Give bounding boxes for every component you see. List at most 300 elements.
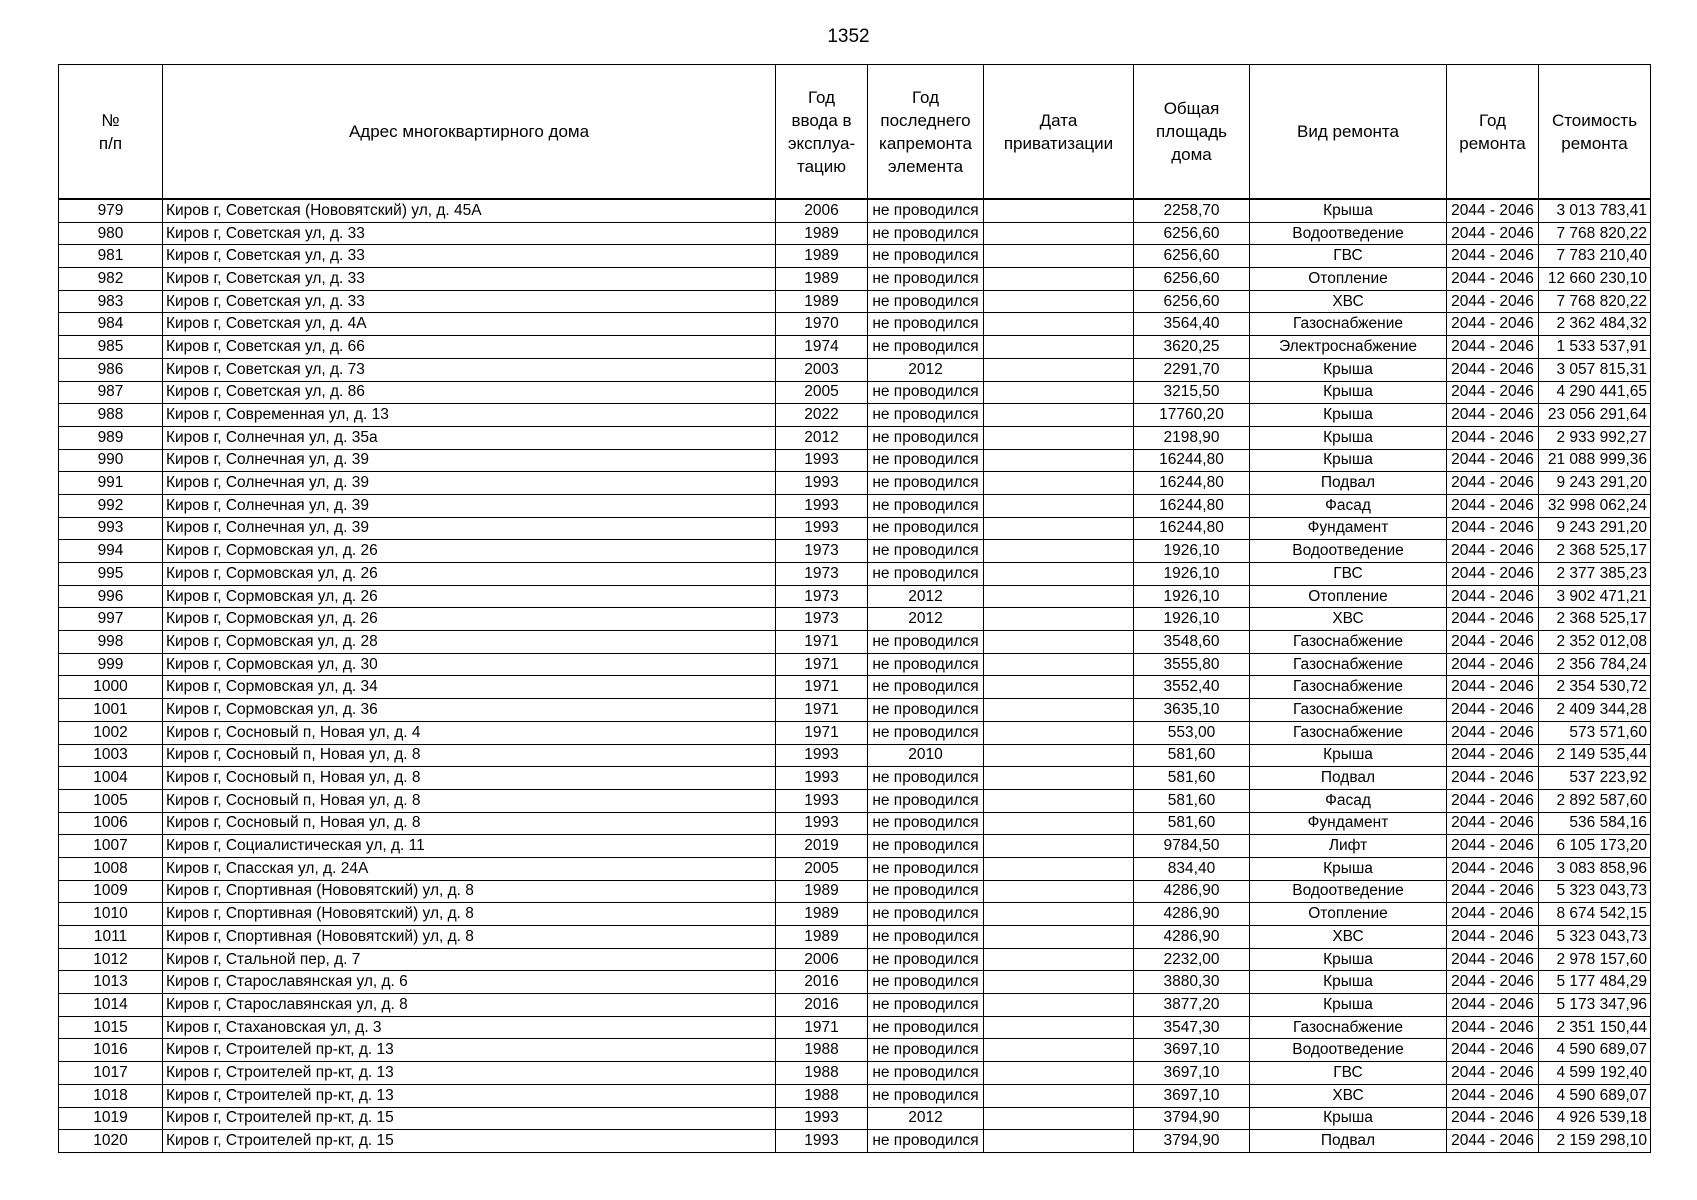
cell-address: Киров г, Старославянская ул, д. 8 xyxy=(163,994,776,1017)
table-row xyxy=(59,336,1651,359)
header-line: ввода в xyxy=(791,110,852,130)
cell-repair-year: 2044 - 2046 xyxy=(1447,676,1539,699)
cell-address: Киров г, Солнечная ул, д. 39 xyxy=(163,517,776,540)
cell-repair-type: Крыша xyxy=(1250,857,1447,880)
cell-num: 999 xyxy=(59,653,163,676)
cell-repair-type: ХВС xyxy=(1250,608,1447,631)
cell-area: 3548,60 xyxy=(1134,631,1250,654)
cell-cost: 2 159 298,10 xyxy=(1539,1130,1651,1153)
cell-privatization xyxy=(984,404,1134,427)
cell-last-repair: не проводился xyxy=(868,222,984,245)
header-year-built xyxy=(776,65,868,200)
cell-repair-year: 2044 - 2046 xyxy=(1447,222,1539,245)
cell-address: Киров г, Спасская ул, д. 24А xyxy=(163,857,776,880)
cell-repair-year: 2044 - 2046 xyxy=(1447,540,1539,563)
cell-repair-type: Крыша xyxy=(1250,971,1447,994)
table-row xyxy=(59,268,1651,291)
cell-repair-year: 2044 - 2046 xyxy=(1447,926,1539,949)
cell-repair-type: ГВС xyxy=(1250,245,1447,268)
cell-address: Киров г, Стальной пер, д. 7 xyxy=(163,948,776,971)
cell-repair-year: 2044 - 2046 xyxy=(1447,948,1539,971)
cell-last-repair: 2012 xyxy=(868,585,984,608)
header-line: Год xyxy=(807,87,836,107)
cell-last-repair: не проводился xyxy=(868,1016,984,1039)
cell-num: 1015 xyxy=(59,1016,163,1039)
table-row xyxy=(59,1016,1651,1039)
cell-privatization xyxy=(984,903,1134,926)
cell-address: Киров г, Сормовская ул, д. 28 xyxy=(163,631,776,654)
cell-area: 3547,30 xyxy=(1134,1016,1250,1039)
cell-address: Киров г, Сосновый п, Новая ул, д. 8 xyxy=(163,812,776,835)
cell-privatization xyxy=(984,767,1134,790)
cell-num: 1010 xyxy=(59,903,163,926)
table-row xyxy=(59,449,1651,472)
cell-address: Киров г, Сормовская ул, д. 26 xyxy=(163,585,776,608)
cell-repair-year: 2044 - 2046 xyxy=(1447,608,1539,631)
table-row xyxy=(59,767,1651,790)
cell-cost: 4 590 689,07 xyxy=(1539,1084,1651,1107)
cell-area: 16244,80 xyxy=(1134,494,1250,517)
cell-num: 1000 xyxy=(59,676,163,699)
cell-year-built: 2003 xyxy=(776,358,868,381)
cell-cost: 23 056 291,64 xyxy=(1539,404,1651,427)
cell-last-repair: не проводился xyxy=(868,994,984,1017)
cell-privatization xyxy=(984,1130,1134,1153)
cell-repair-type: Фасад xyxy=(1250,494,1447,517)
cell-address: Киров г, Советская ул, д. 86 xyxy=(163,381,776,404)
table-row xyxy=(59,926,1651,949)
cell-num: 987 xyxy=(59,381,163,404)
table-row xyxy=(59,563,1651,586)
table-row xyxy=(59,789,1651,812)
cell-repair-year: 2044 - 2046 xyxy=(1447,971,1539,994)
cell-privatization xyxy=(984,608,1134,631)
header-line: Вид ремонта xyxy=(1297,122,1399,141)
cell-year-built: 1993 xyxy=(776,789,868,812)
cell-repair-year: 2044 - 2046 xyxy=(1447,585,1539,608)
table-row xyxy=(59,835,1651,858)
cell-num: 1016 xyxy=(59,1039,163,1062)
cell-privatization xyxy=(984,472,1134,495)
cell-num: 992 xyxy=(59,494,163,517)
cell-repair-type: Газоснабжение xyxy=(1250,699,1447,722)
header-line: п/п xyxy=(98,133,123,153)
cell-privatization xyxy=(984,835,1134,858)
cell-num: 993 xyxy=(59,517,163,540)
cell-privatization xyxy=(984,313,1134,336)
cell-last-repair: не проводился xyxy=(868,494,984,517)
cell-repair-type: Крыша xyxy=(1250,948,1447,971)
header-line: дома xyxy=(1171,145,1212,164)
cell-privatization xyxy=(984,880,1134,903)
cell-area: 581,60 xyxy=(1134,812,1250,835)
cell-last-repair: не проводился xyxy=(868,1084,984,1107)
cell-cost: 4 599 192,40 xyxy=(1539,1062,1651,1085)
cell-num: 1019 xyxy=(59,1107,163,1130)
cell-year-built: 1970 xyxy=(776,313,868,336)
cell-num: 1009 xyxy=(59,880,163,903)
cell-last-repair: не проводился xyxy=(868,245,984,268)
cell-repair-type: Газоснабжение xyxy=(1250,313,1447,336)
cell-repair-type: ГВС xyxy=(1250,1062,1447,1085)
cell-last-repair: не проводился xyxy=(868,1039,984,1062)
cell-repair-type: Крыша xyxy=(1250,199,1447,222)
cell-repair-type: Газоснабжение xyxy=(1250,631,1447,654)
cell-area: 6256,60 xyxy=(1134,290,1250,313)
cell-area: 3555,80 xyxy=(1134,653,1250,676)
table-row xyxy=(59,1107,1651,1130)
cell-num: 979 xyxy=(59,199,163,222)
cell-area: 16244,80 xyxy=(1134,472,1250,495)
cell-cost: 7 768 820,22 xyxy=(1539,290,1651,313)
header-line: ремонта xyxy=(1561,133,1628,153)
cell-num: 1018 xyxy=(59,1084,163,1107)
table-row xyxy=(59,381,1651,404)
cell-area: 1926,10 xyxy=(1134,608,1250,631)
cell-last-repair: не проводился xyxy=(868,540,984,563)
cell-year-built: 1973 xyxy=(776,540,868,563)
cell-num: 998 xyxy=(59,631,163,654)
header-repair-year xyxy=(1447,65,1539,200)
cell-year-built: 1973 xyxy=(776,585,868,608)
cell-area: 581,60 xyxy=(1134,789,1250,812)
cell-address: Киров г, Сосновый п, Новая ул, д. 8 xyxy=(163,744,776,767)
cell-address: Киров г, Сосновый п, Новая ул, д. 8 xyxy=(163,767,776,790)
cell-repair-type: Газоснабжение xyxy=(1250,721,1447,744)
cell-year-built: 1989 xyxy=(776,222,868,245)
cell-cost: 7 768 820,22 xyxy=(1539,222,1651,245)
cell-address: Киров г, Советская ул, д. 4А xyxy=(163,313,776,336)
header-line: Адрес многоквартирного дома xyxy=(348,122,590,141)
cell-num: 995 xyxy=(59,563,163,586)
table-row xyxy=(59,880,1651,903)
cell-repair-year: 2044 - 2046 xyxy=(1447,199,1539,222)
cell-num: 981 xyxy=(59,245,163,268)
cell-privatization xyxy=(984,948,1134,971)
cell-repair-year: 2044 - 2046 xyxy=(1447,336,1539,359)
cell-repair-year: 2044 - 2046 xyxy=(1447,290,1539,313)
cell-repair-type: Крыша xyxy=(1250,381,1447,404)
cell-year-built: 1988 xyxy=(776,1039,868,1062)
cell-repair-type: Водоотведение xyxy=(1250,880,1447,903)
header-line: Год xyxy=(911,87,940,107)
cell-repair-year: 2044 - 2046 xyxy=(1447,767,1539,790)
cell-cost: 5 323 043,73 xyxy=(1539,926,1651,949)
cell-repair-type: ХВС xyxy=(1250,290,1447,313)
cell-last-repair: не проводился xyxy=(868,857,984,880)
cell-area: 3620,25 xyxy=(1134,336,1250,359)
cell-privatization xyxy=(984,449,1134,472)
cell-last-repair: не проводился xyxy=(868,812,984,835)
cell-cost: 4 926 539,18 xyxy=(1539,1107,1651,1130)
cell-year-built: 1993 xyxy=(776,517,868,540)
cell-last-repair: не проводился xyxy=(868,926,984,949)
cell-repair-year: 2044 - 2046 xyxy=(1447,744,1539,767)
cell-year-built: 1989 xyxy=(776,290,868,313)
header-privatization xyxy=(984,65,1134,200)
table-row xyxy=(59,744,1651,767)
header-last-repair xyxy=(868,65,984,200)
cell-repair-year: 2044 - 2046 xyxy=(1447,404,1539,427)
cell-area: 3877,20 xyxy=(1134,994,1250,1017)
cell-privatization xyxy=(984,245,1134,268)
cell-privatization xyxy=(984,1084,1134,1107)
cell-repair-year: 2044 - 2046 xyxy=(1447,1107,1539,1130)
cell-repair-year: 2044 - 2046 xyxy=(1447,1062,1539,1085)
table-row xyxy=(59,1062,1651,1085)
cell-cost: 5 173 347,96 xyxy=(1539,994,1651,1017)
cell-year-built: 1989 xyxy=(776,926,868,949)
header-address xyxy=(163,65,776,200)
cell-last-repair: не проводился xyxy=(868,653,984,676)
cell-num: 1020 xyxy=(59,1130,163,1153)
table-row xyxy=(59,721,1651,744)
cell-repair-type: Фундамент xyxy=(1250,517,1447,540)
cell-repair-year: 2044 - 2046 xyxy=(1447,449,1539,472)
cell-address: Киров г, Солнечная ул, д. 39 xyxy=(163,472,776,495)
cell-year-built: 1989 xyxy=(776,880,868,903)
cell-address: Киров г, Советская ул, д. 73 xyxy=(163,358,776,381)
table-row xyxy=(59,472,1651,495)
cell-num: 991 xyxy=(59,472,163,495)
cell-area: 3697,10 xyxy=(1134,1039,1250,1062)
cell-cost: 5 323 043,73 xyxy=(1539,880,1651,903)
cell-address: Киров г, Строителей пр-кт, д. 15 xyxy=(163,1130,776,1153)
cell-privatization xyxy=(984,426,1134,449)
cell-repair-type: Газоснабжение xyxy=(1250,676,1447,699)
header-num xyxy=(59,65,163,200)
cell-repair-type: Отопление xyxy=(1250,268,1447,291)
cell-repair-year: 2044 - 2046 xyxy=(1447,994,1539,1017)
cell-last-repair: 2012 xyxy=(868,358,984,381)
table-row xyxy=(59,948,1651,971)
cell-privatization xyxy=(984,336,1134,359)
cell-repair-type: Крыша xyxy=(1250,994,1447,1017)
cell-repair-type: Подвал xyxy=(1250,472,1447,495)
cell-repair-type: Подвал xyxy=(1250,1130,1447,1153)
cell-year-built: 1989 xyxy=(776,268,868,291)
cell-repair-year: 2044 - 2046 xyxy=(1447,426,1539,449)
cell-repair-type: Крыша xyxy=(1250,449,1447,472)
cell-year-built: 1993 xyxy=(776,767,868,790)
table-row xyxy=(59,699,1651,722)
cell-cost: 32 998 062,24 xyxy=(1539,494,1651,517)
cell-area: 17760,20 xyxy=(1134,404,1250,427)
cell-year-built: 2012 xyxy=(776,426,868,449)
cell-last-repair: не проводился xyxy=(868,563,984,586)
cell-area: 3794,90 xyxy=(1134,1107,1250,1130)
cell-last-repair: 2010 xyxy=(868,744,984,767)
cell-last-repair: не проводился xyxy=(868,426,984,449)
table-row xyxy=(59,1084,1651,1107)
header-line: капремонта xyxy=(879,133,972,153)
table-row xyxy=(59,903,1651,926)
table-row xyxy=(59,290,1651,313)
cell-repair-type: ГВС xyxy=(1250,563,1447,586)
cell-year-built: 1989 xyxy=(776,903,868,926)
cell-num: 986 xyxy=(59,358,163,381)
cell-area: 1926,10 xyxy=(1134,563,1250,586)
cell-cost: 6 105 173,20 xyxy=(1539,835,1651,858)
cell-privatization xyxy=(984,994,1134,1017)
cell-year-built: 2006 xyxy=(776,199,868,222)
cell-year-built: 1993 xyxy=(776,812,868,835)
cell-area: 9784,50 xyxy=(1134,835,1250,858)
cell-area: 6256,60 xyxy=(1134,222,1250,245)
cell-year-built: 1988 xyxy=(776,1062,868,1085)
cell-area: 581,60 xyxy=(1134,767,1250,790)
cell-address: Киров г, Советская ул, д. 33 xyxy=(163,245,776,268)
table-row xyxy=(59,1130,1651,1153)
cell-privatization xyxy=(984,857,1134,880)
cell-cost: 2 362 484,32 xyxy=(1539,313,1651,336)
cell-address: Киров г, Социалистическая ул, д. 11 xyxy=(163,835,776,858)
cell-repair-type: ХВС xyxy=(1250,1084,1447,1107)
cell-cost: 2 149 535,44 xyxy=(1539,744,1651,767)
cell-year-built: 1971 xyxy=(776,676,868,699)
table-row xyxy=(59,494,1651,517)
cell-last-repair: не проводился xyxy=(868,789,984,812)
cell-year-built: 1989 xyxy=(776,245,868,268)
cell-num: 990 xyxy=(59,449,163,472)
cell-num: 988 xyxy=(59,404,163,427)
cell-year-built: 1993 xyxy=(776,472,868,495)
cell-privatization xyxy=(984,631,1134,654)
cell-num: 1003 xyxy=(59,744,163,767)
cell-privatization xyxy=(984,222,1134,245)
cell-address: Киров г, Советская ул, д. 33 xyxy=(163,290,776,313)
cell-address: Киров г, Сормовская ул, д. 36 xyxy=(163,699,776,722)
cell-year-built: 1973 xyxy=(776,608,868,631)
cell-privatization xyxy=(984,358,1134,381)
cell-cost: 12 660 230,10 xyxy=(1539,268,1651,291)
cell-last-repair: не проводился xyxy=(868,336,984,359)
cell-repair-year: 2044 - 2046 xyxy=(1447,789,1539,812)
cell-repair-type: Водоотведение xyxy=(1250,1039,1447,1062)
cell-num: 983 xyxy=(59,290,163,313)
cell-area: 3215,50 xyxy=(1134,381,1250,404)
cell-repair-year: 2044 - 2046 xyxy=(1447,245,1539,268)
header-line: тацию xyxy=(796,156,847,176)
header-line: Общая xyxy=(1163,99,1220,118)
table-row xyxy=(59,857,1651,880)
cell-year-built: 2016 xyxy=(776,971,868,994)
cell-repair-year: 2044 - 2046 xyxy=(1447,358,1539,381)
cell-cost: 2 352 012,08 xyxy=(1539,631,1651,654)
cell-cost: 2 978 157,60 xyxy=(1539,948,1651,971)
cell-area: 3880,30 xyxy=(1134,971,1250,994)
cell-repair-year: 2044 - 2046 xyxy=(1447,857,1539,880)
cell-year-built: 2016 xyxy=(776,994,868,1017)
header-line: Дата xyxy=(1039,110,1078,130)
cell-address: Киров г, Советская ул, д. 33 xyxy=(163,222,776,245)
cell-last-repair: не проводился xyxy=(868,631,984,654)
cell-repair-type: Газоснабжение xyxy=(1250,653,1447,676)
cell-last-repair: не проводился xyxy=(868,268,984,291)
table-row xyxy=(59,608,1651,631)
cell-year-built: 1971 xyxy=(776,699,868,722)
table-row xyxy=(59,358,1651,381)
cell-last-repair: не проводился xyxy=(868,290,984,313)
header-line: эксплуа- xyxy=(787,133,856,153)
cell-year-built: 1974 xyxy=(776,336,868,359)
cell-privatization xyxy=(984,199,1134,222)
cell-repair-type: Водоотведение xyxy=(1250,222,1447,245)
cell-cost: 5 177 484,29 xyxy=(1539,971,1651,994)
cell-year-built: 1971 xyxy=(776,631,868,654)
cell-privatization xyxy=(984,744,1134,767)
cell-repair-year: 2044 - 2046 xyxy=(1447,721,1539,744)
cell-last-repair: не проводился xyxy=(868,767,984,790)
cell-repair-type: Крыша xyxy=(1250,404,1447,427)
header-line: элемента xyxy=(887,156,964,176)
cell-area: 553,00 xyxy=(1134,721,1250,744)
cell-repair-year: 2044 - 2046 xyxy=(1447,268,1539,291)
cell-area: 4286,90 xyxy=(1134,903,1250,926)
cell-repair-year: 2044 - 2046 xyxy=(1447,381,1539,404)
cell-address: Киров г, Стахановская ул, д. 3 xyxy=(163,1016,776,1039)
cell-year-built: 2005 xyxy=(776,857,868,880)
header-cost xyxy=(1539,65,1651,200)
cell-privatization xyxy=(984,1016,1134,1039)
header-line: Стоимость xyxy=(1551,110,1638,130)
cell-repair-year: 2044 - 2046 xyxy=(1447,472,1539,495)
cell-privatization xyxy=(984,721,1134,744)
cell-repair-type: Подвал xyxy=(1250,767,1447,790)
cell-repair-year: 2044 - 2046 xyxy=(1447,903,1539,926)
cell-last-repair: не проводился xyxy=(868,903,984,926)
cell-repair-year: 2044 - 2046 xyxy=(1447,563,1539,586)
cell-cost: 536 584,16 xyxy=(1539,812,1651,835)
cell-privatization xyxy=(984,699,1134,722)
cell-last-repair: не проводился xyxy=(868,721,984,744)
table-row xyxy=(59,994,1651,1017)
cell-num: 996 xyxy=(59,585,163,608)
table-row xyxy=(59,313,1651,336)
cell-address: Киров г, Солнечная ул, д. 35а xyxy=(163,426,776,449)
cell-repair-type: Водоотведение xyxy=(1250,540,1447,563)
cell-repair-year: 2044 - 2046 xyxy=(1447,313,1539,336)
cell-num: 1014 xyxy=(59,994,163,1017)
cell-cost: 1 533 537,91 xyxy=(1539,336,1651,359)
cell-area: 16244,80 xyxy=(1134,517,1250,540)
table-row xyxy=(59,676,1651,699)
cell-cost: 2 368 525,17 xyxy=(1539,608,1651,631)
cell-cost: 21 088 999,36 xyxy=(1539,449,1651,472)
cell-num: 1002 xyxy=(59,721,163,744)
cell-num: 1011 xyxy=(59,926,163,949)
cell-cost: 9 243 291,20 xyxy=(1539,472,1651,495)
table-row xyxy=(59,1039,1651,1062)
cell-num: 980 xyxy=(59,222,163,245)
table-row xyxy=(59,540,1651,563)
cell-area: 3794,90 xyxy=(1134,1130,1250,1153)
cell-year-built: 1993 xyxy=(776,744,868,767)
cell-area: 3552,40 xyxy=(1134,676,1250,699)
cell-repair-type: Фасад xyxy=(1250,789,1447,812)
cell-privatization xyxy=(984,585,1134,608)
cell-cost: 573 571,60 xyxy=(1539,721,1651,744)
cell-area: 4286,90 xyxy=(1134,926,1250,949)
cell-privatization xyxy=(984,563,1134,586)
cell-address: Киров г, Сосновый п, Новая ул, д. 8 xyxy=(163,789,776,812)
cell-privatization xyxy=(984,1107,1134,1130)
cell-privatization xyxy=(984,268,1134,291)
cell-num: 997 xyxy=(59,608,163,631)
cell-cost: 7 783 210,40 xyxy=(1539,245,1651,268)
cell-area: 6256,60 xyxy=(1134,268,1250,291)
cell-year-built: 1993 xyxy=(776,494,868,517)
